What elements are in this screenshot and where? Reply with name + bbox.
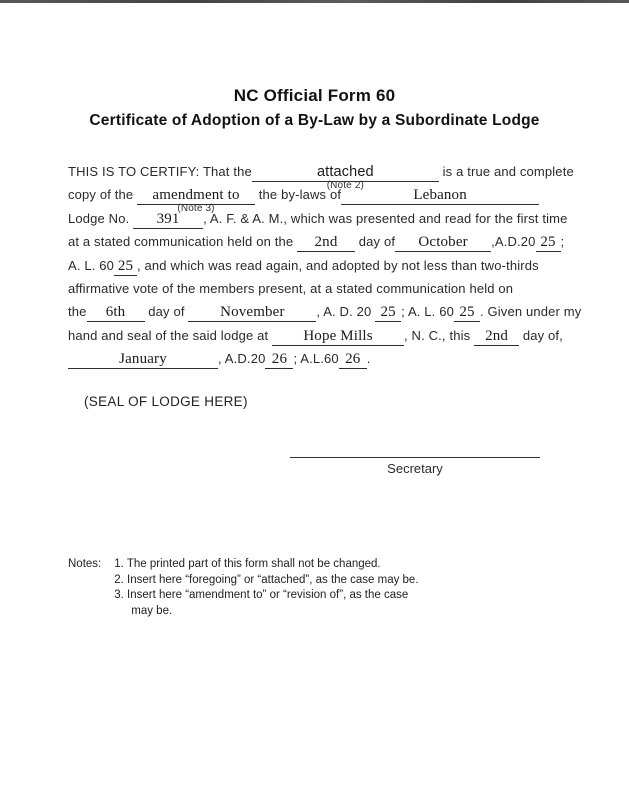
line4-post-text: ; — [560, 234, 565, 250]
blank-signing-day — [474, 326, 519, 346]
fill-adoption-month: November — [220, 304, 285, 321]
line1-pre-text: THIS IS TO CERTIFY: That the — [68, 164, 252, 179]
line6-text: affirmative vote of the members present, at a stated communication held on — [68, 280, 514, 296]
blank-signing-al-year — [339, 349, 367, 369]
fill-lodge-location: Hope Mills — [303, 327, 373, 344]
form-title: NC Official Form 60 — [233, 86, 396, 105]
body-line-8 — [68, 324, 608, 347]
line3-post-text: , A. F. & A. M., which was presented and read for the first time — [203, 210, 568, 226]
line2-mid-text: the by-laws of — [258, 187, 342, 203]
certificate-body — [68, 160, 608, 371]
line9-post-text: . — [366, 351, 371, 367]
body-line-7 — [68, 300, 608, 323]
note-item-3: 3. Insert here “amendment to” or “revision of”, as the case — [114, 589, 409, 602]
line3-pre-text: Lodge No. — [68, 210, 130, 226]
fill-signing-year: 26 — [271, 351, 288, 368]
blank-signing-month — [68, 349, 218, 369]
note-item-3-continuation: may be. — [131, 604, 173, 617]
blank-adoption-month — [188, 302, 316, 322]
blank-signing-year — [265, 349, 293, 369]
seal-placeholder: (SEAL OF LODGE HERE) — [84, 394, 248, 409]
body-line-4 — [68, 230, 608, 253]
note3-reference: (Note 3) — [177, 202, 215, 214]
fill-first-reading-year: 25 — [540, 234, 556, 251]
fill-signing-al-year: 26 — [345, 351, 361, 368]
body-line-1 — [68, 160, 608, 191]
footnotes — [68, 557, 419, 619]
line1-post-text: is a true and complete — [442, 164, 574, 179]
fill-adoption-al-year: 25 — [459, 304, 475, 321]
blank-change-type — [137, 185, 255, 214]
line5-pre-text: A. L. 60 — [68, 257, 115, 273]
fill-adoption-day: 6th — [105, 304, 126, 321]
form-subtitle: Certificate of Adoption of a By-Law by a Subordinate Lodge — [89, 112, 540, 129]
line5-post-text: , and which was read again, and adopted by not less than two-thirds — [137, 257, 539, 273]
line9-mid2-text: ; A.L.60 — [293, 351, 339, 367]
blank-first-al-year — [114, 256, 137, 276]
line7-pre-text: the — [68, 304, 87, 320]
blank-first-reading-day — [297, 232, 355, 252]
line7-mid2-text: , A. D. 20 — [316, 304, 372, 320]
line4-pre-text: at a stated communication held on the — [68, 234, 294, 250]
fill-signing-month: January — [119, 351, 167, 368]
blank-lodge-location — [272, 326, 404, 346]
fill-lodge-number: 391 — [156, 210, 180, 227]
blank-first-reading-year — [536, 232, 561, 252]
blank-first-reading-month — [395, 232, 491, 252]
line4-mid1-text: day of — [358, 234, 396, 250]
body-line-5 — [68, 254, 608, 277]
fill-document-type: attached — [316, 164, 374, 180]
body-line-9 — [68, 347, 608, 370]
note-item-2: 2. Insert here “foregoing” or “attached”, as the case may be. — [114, 573, 419, 586]
fill-first-al-year: 25 — [117, 257, 134, 274]
fill-first-reading-day: 2nd — [314, 234, 338, 251]
line8-pre-text: hand and seal of the said lodge at — [68, 327, 269, 343]
fill-lodge-name: Lebanon — [413, 187, 467, 204]
blank-document-type — [252, 162, 439, 191]
note2-reference: (Note 2) — [326, 179, 365, 191]
notes-heading: Notes: — [68, 558, 102, 570]
notes-list — [114, 557, 418, 619]
secretary-signature-line — [290, 441, 540, 458]
blank-adoption-year — [375, 302, 401, 322]
blank-adoption-al-year — [454, 302, 480, 322]
fill-change-type: amendment to — [152, 187, 240, 204]
line2-pre-text: copy of the — [68, 187, 134, 203]
body-line-6 — [68, 277, 608, 300]
fill-adoption-year: 25 — [380, 304, 396, 321]
line9-mid1-text: , A.D.20 — [218, 351, 266, 367]
blank-adoption-day — [87, 302, 145, 322]
line8-post-text: day of, — [522, 327, 563, 343]
line7-mid3-text: ; A. L. 60 — [401, 304, 454, 320]
line7-post-text: . Given under my — [479, 304, 582, 320]
title-block — [0, 86, 629, 130]
secretary-label: Secretary — [387, 461, 443, 476]
line4-mid2-text: ,A.D.20 — [491, 234, 536, 250]
fill-first-reading-month: October — [418, 234, 468, 251]
line8-mid-text: , N. C., this — [404, 327, 471, 343]
line7-mid1-text: day of — [148, 304, 185, 320]
note-item-1: 1. The printed part of this form shall not be changed. — [114, 558, 381, 570]
scan-edge-artifact — [0, 0, 629, 3]
signature-block — [290, 441, 540, 476]
fill-signing-day: 2nd — [485, 327, 509, 344]
